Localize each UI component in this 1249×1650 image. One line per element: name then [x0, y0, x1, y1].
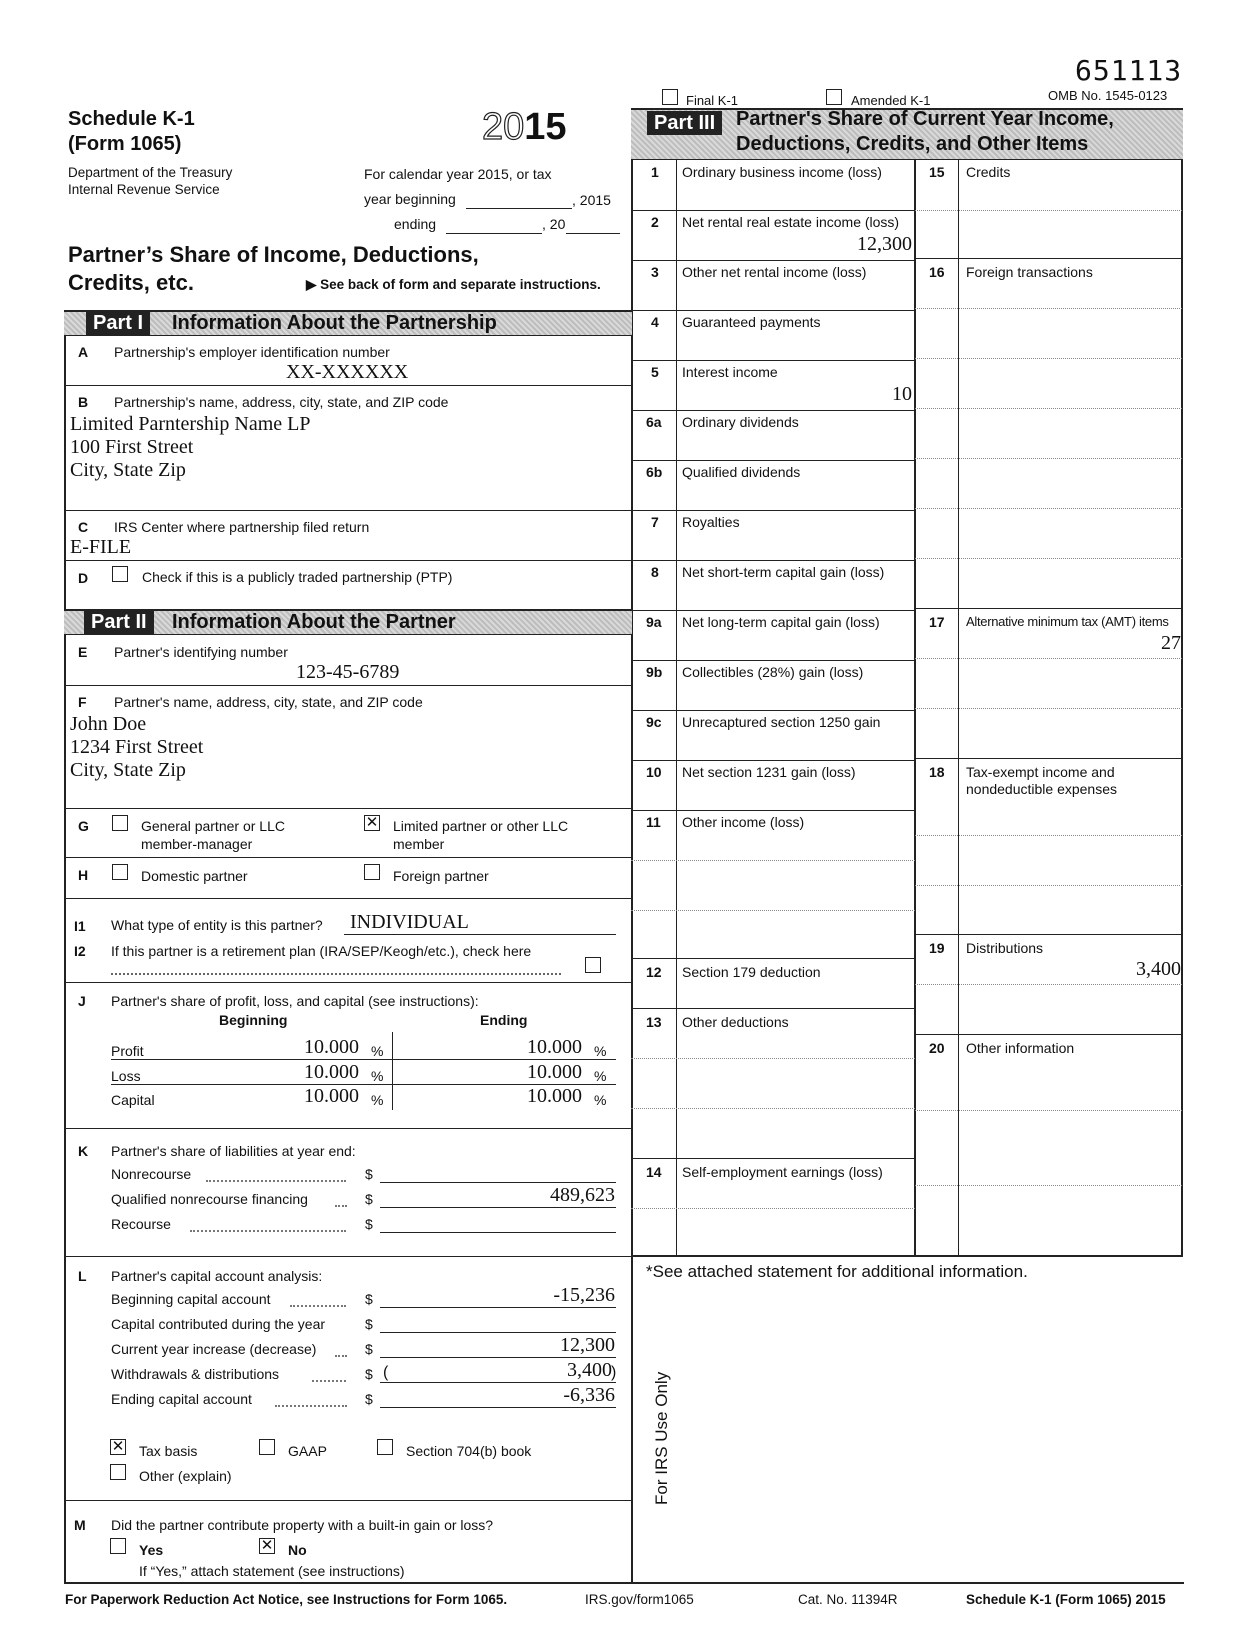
- line-i2-leader: [111, 973, 561, 975]
- ending-year-line[interactable]: [566, 233, 620, 234]
- foreign-transactions-line: [915, 458, 1182, 459]
- line-6b-rule: [631, 510, 915, 511]
- limited-partner-label-2: member: [393, 836, 445, 852]
- p3-num-divider: [676, 160, 677, 1255]
- line-12-label: Section 179 deduction: [682, 964, 821, 980]
- year-beginning-label: year beginning: [364, 191, 456, 207]
- p3-12-bottom: [631, 1008, 915, 1009]
- line-e-label: Partner's identifying number: [114, 644, 288, 660]
- omb-number: OMB No. 1545-0123: [1048, 88, 1168, 103]
- j-row-capital-end[interactable]: 10.000: [527, 1085, 582, 1107]
- line-i2-label: If this partner is a retirement plan (IRA/SEP/Keogh/etc.), check here: [111, 943, 532, 959]
- line-18-num: 18: [929, 764, 945, 780]
- j-ending-header: Ending: [480, 1012, 528, 1028]
- line-b-label: Partnership's name, address, city, state, and ZIP code: [114, 394, 449, 410]
- year-beginning-suffix: , 2015: [572, 192, 611, 208]
- line-9b-num: 9b: [646, 664, 663, 680]
- l-row-withdrawals-label: Withdrawals & distributions: [111, 1366, 280, 1382]
- l-row-increase-label: Current year increase (decrease): [111, 1341, 317, 1357]
- irs-use-only: For IRS Use Only: [652, 1371, 671, 1505]
- p3-15-bottom: [915, 258, 1182, 259]
- part3-title-1: Partner's Share of Current Year Income,: [736, 108, 1114, 130]
- line-6b-num: 6b: [646, 464, 663, 480]
- line-j-letter: J: [78, 993, 86, 1009]
- p3-11-sub1: [631, 860, 915, 861]
- line-6a-rule: [631, 460, 915, 461]
- right-border: [1181, 110, 1183, 1255]
- k-row-recourse-leader: [190, 1230, 346, 1232]
- j-row-capital-begin-pct: %: [371, 1092, 384, 1108]
- foreign-transactions-line: [915, 408, 1182, 409]
- line-7-num: 7: [651, 514, 659, 530]
- l-row-beginning-value[interactable]: -15,236: [553, 1284, 615, 1306]
- m-yes-checkbox[interactable]: [110, 1538, 126, 1554]
- line-m-letter: M: [74, 1517, 86, 1533]
- line-f-value-3[interactable]: City, State Zip: [70, 759, 186, 781]
- footer-schedule: Schedule K-1 (Form 1065) 2015: [966, 1592, 1166, 1607]
- general-partner-label-2: member-manager: [141, 836, 253, 852]
- foreign-partner-label: Foreign partner: [393, 868, 489, 884]
- final-k1-label: Final K-1: [686, 93, 739, 108]
- p3-20-sub2: [915, 1185, 1182, 1186]
- line-g-letter: G: [78, 818, 89, 834]
- limited-partner-label-1: Limited partner or other LLC: [393, 818, 569, 834]
- j-row-loss-begin-pct: %: [371, 1068, 384, 1084]
- j-row-capital-label: Capital: [111, 1092, 155, 1108]
- line-f-value-2[interactable]: 1234 First Street: [70, 736, 204, 758]
- line-10-rule: [631, 810, 915, 811]
- line-5-label: Interest income: [682, 364, 778, 380]
- footer-cat: Cat. No. 11394R: [798, 1592, 898, 1607]
- line-1-label: Ordinary business income (loss): [682, 164, 882, 180]
- retirement-plan-checkbox[interactable]: [585, 957, 601, 973]
- line-17-label: Alternative minimum tax (AMT) items: [966, 614, 1169, 629]
- part3-title-2: Deductions, Credits, and Other Items: [736, 133, 1089, 155]
- j-row-capital-begin[interactable]: 10.000: [304, 1085, 359, 1107]
- line-b-letter: B: [78, 394, 89, 410]
- line-19-num: 19: [929, 940, 945, 956]
- l-row-increase-line: [380, 1357, 616, 1358]
- part3-tag: Part III: [647, 111, 722, 135]
- foreign-partner-checkbox[interactable]: [364, 864, 380, 880]
- line-9a-label: Net long-term capital gain (loss): [682, 614, 880, 630]
- line-b-value-1[interactable]: Limited Parntership Name LP: [70, 413, 311, 435]
- ptp-checkbox[interactable]: [112, 566, 128, 582]
- j-row-loss-end[interactable]: 10.000: [527, 1061, 582, 1083]
- section-704b-checkbox[interactable]: [377, 1439, 393, 1455]
- p3-13-bottom: [631, 1158, 915, 1159]
- footer-url[interactable]: IRS.gov/form1065: [585, 1592, 694, 1607]
- line-e-value[interactable]: 123-45-6789: [296, 661, 400, 683]
- attached-statement-note: *See attached statement for additional information.: [646, 1262, 1028, 1281]
- j-row-profit-end[interactable]: 10.000: [527, 1036, 582, 1058]
- general-partner-checkbox[interactable]: [112, 815, 128, 831]
- j-row-loss-end-pct: %: [594, 1068, 607, 1084]
- l-row-contributed-dollar: $: [365, 1316, 373, 1332]
- k-row-nonrecourse-label: Nonrecourse: [111, 1166, 192, 1182]
- foreign-transactions-line: [915, 358, 1182, 359]
- l-row-increase-value[interactable]: 12,300: [560, 1334, 615, 1356]
- line-1-num: 1: [651, 164, 659, 180]
- line-13-num: 13: [646, 1014, 662, 1030]
- line-l-bottom: [64, 1500, 632, 1501]
- line-6b-label: Qualified dividends: [682, 464, 801, 480]
- line-m-label: Did the partner contribute property with a built-in gain or loss?: [111, 1517, 494, 1533]
- line-b-value-2[interactable]: 100 First Street: [70, 436, 194, 458]
- line-20-label: Other information: [966, 1040, 1075, 1056]
- calendar-year-text: For calendar year 2015, or tax: [364, 166, 552, 182]
- p3-19-sub1: [915, 984, 1182, 985]
- tax-year: [482, 106, 567, 149]
- l-row-ending-dollar: $: [365, 1391, 373, 1407]
- line-13-label: Other deductions: [682, 1014, 789, 1030]
- l-row-increase-dollar: $: [365, 1341, 373, 1357]
- line-7-label: Royalties: [682, 514, 740, 530]
- l-row-withdrawals-leader: [312, 1380, 346, 1382]
- p3-11-bottom: [631, 958, 915, 959]
- line-i1-underline: [344, 934, 616, 935]
- line-9b-rule: [631, 710, 915, 711]
- p3-19-bottom: [915, 1034, 1182, 1035]
- l-row-contributed-label: Capital contributed during the year: [111, 1316, 326, 1332]
- line-d-letter: D: [78, 570, 89, 586]
- line-b-value-3[interactable]: City, State Zip: [70, 459, 186, 481]
- line-1-rule: [631, 210, 915, 211]
- line-c-bottom: [64, 560, 632, 561]
- line-k-bottom: [64, 1256, 632, 1257]
- dept-treasury: Department of the Treasury: [68, 165, 233, 180]
- p3-17-sub2: [915, 708, 1182, 709]
- k-row-qualified-leader: [335, 1205, 347, 1207]
- line-a-label: Partnership's employer identification number: [114, 344, 390, 360]
- line-10-num: 10: [646, 764, 662, 780]
- p3-11-sub2: [631, 910, 915, 911]
- p3-18-bottom: [915, 934, 1182, 935]
- line-17-value[interactable]: 27: [1161, 632, 1181, 654]
- tax-year-bold: 15: [524, 106, 567, 148]
- line-6a-label: Ordinary dividends: [682, 414, 799, 430]
- p3-18-sub1: [915, 835, 1182, 836]
- line-17-num: 17: [929, 614, 945, 630]
- line-i2-bottom: [64, 982, 632, 983]
- l-row-increase-leader: [335, 1355, 347, 1357]
- bottom-border: [64, 1582, 1184, 1584]
- line-a-bottom: [64, 385, 632, 386]
- line-7-rule: [631, 560, 915, 561]
- j-row-profit-begin[interactable]: 10.000: [304, 1036, 359, 1058]
- line-i1-label: What type of entity is this partner?: [111, 917, 323, 933]
- line-16-num: 16: [929, 264, 945, 280]
- line-8-num: 8: [651, 564, 659, 580]
- j-row-capital-end-pct: %: [594, 1092, 607, 1108]
- line-9c-num: 9c: [646, 714, 662, 730]
- j-row-loss-begin[interactable]: 10.000: [304, 1061, 359, 1083]
- line-19-label: Distributions: [966, 940, 1044, 956]
- m-no-label: No: [288, 1542, 307, 1558]
- j-column-divider: [392, 1032, 393, 1110]
- line-8-rule: [631, 610, 915, 611]
- line-h-bottom: [64, 898, 632, 899]
- line-3-num: 3: [651, 264, 659, 280]
- line-15-label: Credits: [966, 164, 1011, 180]
- domestic-partner-checkbox[interactable]: [112, 864, 128, 880]
- line-11-label: Other income (loss): [682, 814, 805, 830]
- p3-15-sub1: [915, 210, 1182, 211]
- line-4-num: 4: [651, 314, 659, 330]
- foreign-transactions-line: [915, 558, 1182, 559]
- line-9a-rule: [631, 660, 915, 661]
- line-19-value[interactable]: 3,400: [1136, 958, 1181, 980]
- line-3-label: Other net rental income (loss): [682, 264, 867, 280]
- line-9c-rule: [631, 760, 915, 761]
- part1-title: Information About the Partnership: [172, 312, 497, 334]
- line-f-bottom: [64, 808, 632, 809]
- ending-suffix: , 20: [542, 216, 566, 232]
- left-border: [64, 310, 66, 1583]
- l-row-withdrawals-paren-open: (: [383, 1364, 389, 1381]
- line-18-label-1: Tax-exempt income and: [966, 764, 1115, 780]
- line-i1-letter: I1: [74, 918, 86, 934]
- line-3-rule: [631, 310, 915, 311]
- l-row-beginning-line: [380, 1307, 616, 1308]
- p3-16-bottom: [915, 608, 1182, 609]
- p3-20-sub1: [915, 1110, 1182, 1111]
- k-row-nonrecourse-dollar: $: [365, 1166, 373, 1182]
- p3-17-bottom: [915, 758, 1182, 759]
- line-2-label: Net rental real estate income (loss): [682, 214, 900, 230]
- line-18-label-2: nondeductible expenses: [966, 781, 1118, 797]
- line-12-num: 12: [646, 964, 662, 980]
- dept-irs: Internal Revenue Service: [68, 182, 220, 197]
- l-row-beginning-dollar: $: [365, 1291, 373, 1307]
- part2-tag: Part II: [84, 610, 154, 634]
- other-explain-checkbox[interactable]: [110, 1464, 126, 1480]
- part2-title: Information About the Partner: [172, 611, 456, 633]
- l-row-contributed-line: [380, 1332, 616, 1333]
- foreign-transactions-line: [915, 308, 1182, 309]
- p3-13-sub2: [631, 1108, 915, 1109]
- line-15-num: 15: [929, 164, 945, 180]
- l-row-withdrawals-value[interactable]: 3,400: [567, 1359, 612, 1381]
- line-l-label: Partner's capital account analysis:: [111, 1268, 323, 1284]
- line-i1-value[interactable]: INDIVIDUAL: [350, 911, 469, 933]
- tax-basis-checkbox[interactable]: ✕: [111, 1438, 125, 1455]
- line-d-label: Check if this is a publicly traded partnership (PTP): [142, 569, 453, 585]
- line-10-label: Net section 1231 gain (loss): [682, 764, 856, 780]
- l-row-beginning-leader: [290, 1305, 346, 1307]
- line-i2-letter: I2: [74, 943, 86, 959]
- k-row-nonrecourse-line: [380, 1182, 616, 1183]
- line-16-label: Foreign transactions: [966, 264, 1093, 280]
- l-row-ending-line: [380, 1407, 616, 1408]
- line-f-letter: F: [78, 694, 87, 710]
- j-row-profit-label: Profit: [111, 1043, 144, 1059]
- l-row-withdrawals-dollar: $: [365, 1366, 373, 1382]
- line-a-value[interactable]: XX-XXXXXX: [286, 361, 409, 383]
- line-5-num: 5: [651, 364, 659, 380]
- line-5-value[interactable]: 10: [892, 383, 912, 405]
- line-b-bottom: [64, 510, 632, 511]
- line-e-letter: E: [78, 644, 88, 660]
- line-9b-label: Collectibles (28%) gain (loss): [682, 664, 864, 680]
- l-row-withdrawals-line: [380, 1382, 616, 1383]
- k-row-recourse-dollar: $: [365, 1216, 373, 1232]
- line-j-bottom: [64, 1128, 632, 1129]
- line-c-value[interactable]: E-FILE: [70, 536, 132, 558]
- k-row-nonrecourse-leader: [206, 1180, 346, 1182]
- j-row-profit-line: [111, 1059, 616, 1060]
- line-9a-num: 9a: [646, 614, 662, 630]
- line-2-num: 2: [651, 214, 659, 230]
- line-g-bottom: [64, 857, 632, 858]
- other-explain-label: Other (explain): [139, 1468, 232, 1484]
- j-beginning-header: Beginning: [219, 1012, 288, 1028]
- ending-label: ending: [394, 216, 437, 232]
- main-title-1: Partner’s Share of Income, Deductions,: [68, 242, 479, 267]
- l-row-ending-leader: [275, 1405, 347, 1407]
- part1-tag: Part I: [86, 311, 150, 335]
- domestic-partner-label: Domestic partner: [141, 868, 248, 884]
- section-704b-label: Section 704(b) book: [406, 1443, 532, 1459]
- line-4-label: Guaranteed payments: [682, 314, 821, 330]
- j-row-profit-begin-pct: %: [371, 1043, 384, 1059]
- line-c-label: IRS Center where partnership filed return: [114, 519, 370, 535]
- l-row-beginning-label: Beginning capital account: [111, 1291, 271, 1307]
- line-f-value-1[interactable]: John Doe: [70, 713, 147, 735]
- m-yes-label: Yes: [139, 1542, 164, 1558]
- main-title-2: Credits, etc.: [68, 270, 194, 295]
- k-row-qualified-line: [380, 1207, 616, 1208]
- l-row-withdrawals-paren-close: ): [611, 1364, 617, 1381]
- amended-k1-label: Amended K-1: [851, 93, 931, 108]
- p3-17-sub1: [915, 658, 1182, 659]
- line-14-num: 14: [646, 1164, 662, 1180]
- p3-18-sub2: [915, 885, 1182, 886]
- line-l-letter: L: [78, 1268, 87, 1284]
- k-row-qualified-dollar: $: [365, 1191, 373, 1207]
- line-2-rule: [631, 260, 915, 261]
- j-row-profit-end-pct: %: [594, 1043, 607, 1059]
- line-j-label: Partner's share of profit, loss, and capital (see instructions):: [111, 993, 479, 1009]
- m-no-checkbox[interactable]: ✕: [260, 1537, 274, 1554]
- line-11-num: 11: [646, 814, 661, 830]
- line-5-rule: [631, 410, 915, 411]
- form-number: 651113: [1075, 54, 1183, 87]
- year-beginning-line[interactable]: [466, 208, 572, 209]
- line-k-label: Partner's share of liabilities at year end:: [111, 1143, 356, 1159]
- limited-partner-checkbox[interactable]: ✕: [365, 814, 379, 831]
- line-4-rule: [631, 360, 915, 361]
- l-row-ending-label: Ending capital account: [111, 1391, 252, 1407]
- general-partner-label-1: General partner or LLC: [141, 818, 285, 834]
- k-row-recourse-line: [380, 1232, 616, 1233]
- line-k-letter: K: [78, 1143, 89, 1159]
- ending-line[interactable]: [446, 233, 542, 234]
- j-row-loss-label: Loss: [111, 1068, 141, 1084]
- foreign-transactions-line: [915, 508, 1182, 509]
- gaap-checkbox[interactable]: [259, 1439, 275, 1455]
- l-row-ending-value[interactable]: -6,336: [563, 1384, 615, 1406]
- final-k1-checkbox[interactable]: [662, 89, 678, 105]
- k-row-qualified-label: Qualified nonrecourse financing: [111, 1191, 308, 1207]
- line-e-bottom: [64, 685, 632, 686]
- line-20-num: 20: [929, 1040, 945, 1056]
- line-6a-num: 6a: [646, 414, 662, 430]
- schedule-title: Schedule K-1: [68, 108, 195, 130]
- p3-14-sub1: [631, 1208, 915, 1209]
- tax-year-outline: 20: [482, 106, 525, 148]
- amended-k1-checkbox[interactable]: [826, 89, 842, 105]
- line-9c-label: Unrecaptured section 1250 gain: [682, 714, 881, 730]
- p3-bottom: [631, 1255, 1183, 1257]
- gaap-label: GAAP: [288, 1443, 327, 1459]
- see-back-note: ▶ See back of form and separate instructions.: [306, 277, 601, 292]
- line-8-label: Net short-term capital gain (loss): [682, 564, 885, 580]
- tax-basis-label: Tax basis: [139, 1443, 198, 1459]
- form-title: (Form 1065): [68, 133, 182, 155]
- line-14-label: Self-employment earnings (loss): [682, 1164, 883, 1180]
- m-note: If “Yes,” attach statement (see instructions): [139, 1563, 405, 1579]
- line-c-letter: C: [78, 519, 89, 535]
- line-2-value[interactable]: 12,300: [857, 233, 912, 255]
- line-a-letter: A: [78, 344, 89, 360]
- line-f-label: Partner's name, address, city, state, and ZIP code: [114, 694, 423, 710]
- k-row-recourse-label: Recourse: [111, 1216, 171, 1232]
- footer-paperwork: For Paperwork Reduction Act Notice, see Instructions for Form 1065.: [65, 1592, 508, 1607]
- line-h-letter: H: [78, 867, 89, 883]
- p3-13-sub1: [631, 1058, 915, 1059]
- k-row-qualified-value[interactable]: 489,623: [550, 1184, 615, 1206]
